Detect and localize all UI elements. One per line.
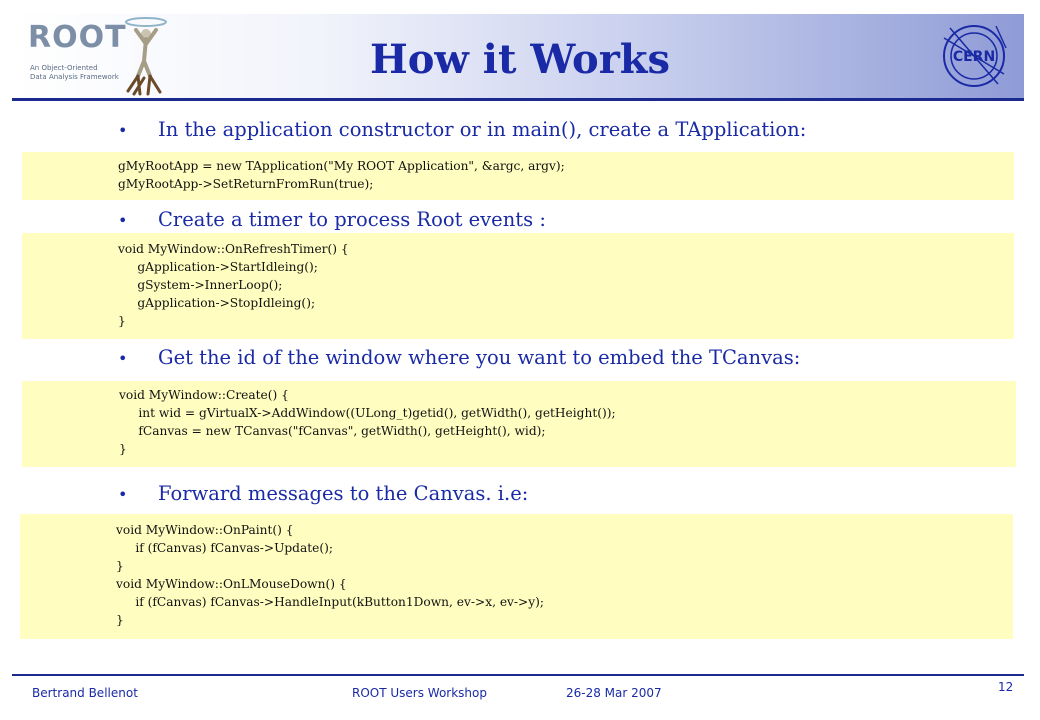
code-line: fCanvas = new TCanvas("fCanvas", getWidth(), getHeight(), wid); — [119, 424, 546, 438]
code-line: int wid = gVirtualX->AddWindow((ULong_t)getid(), getWidth(), getHeight()); — [119, 406, 616, 420]
code-block-4 — [20, 514, 1013, 639]
code-line: void MyWindow::OnLMouseDown() { — [116, 577, 347, 591]
code-line: gSystem->InnerLoop(); — [118, 278, 283, 292]
code-line: void MyWindow::OnPaint() { — [116, 523, 294, 537]
code-line: } — [119, 442, 127, 456]
page-number: 12 — [998, 680, 1014, 694]
code-line: if (fCanvas) fCanvas->HandleInput(kButton1Down, ev->x, ev->y); — [116, 595, 544, 609]
footer-event: ROOT Users Workshop — [352, 686, 487, 700]
bullet-dot-icon: • — [118, 349, 128, 368]
bullet-3-text: Get the id of the window where you want to embed the TCanvas: — [158, 346, 801, 369]
bullet-dot-icon: • — [118, 121, 128, 140]
footer-date: 26-28 Mar 2007 — [566, 686, 662, 700]
code-block-3 — [22, 381, 1016, 467]
code-line: } — [116, 613, 124, 627]
code-line: if (fCanvas) fCanvas->Update(); — [116, 541, 333, 555]
bullet-dot-icon: • — [118, 211, 128, 230]
code-block-2 — [22, 233, 1014, 339]
code-line: gMyRootApp = new TApplication("My ROOT Application", &argc, argv); — [118, 159, 565, 173]
code-line: gApplication->StopIdleing(); — [118, 296, 316, 310]
cern-logo-text: CERN — [952, 49, 996, 65]
code-line: void MyWindow::Create() { — [119, 388, 289, 402]
root-logo-word: ROOT — [28, 20, 127, 55]
footer-rule — [12, 674, 1024, 676]
code-line: gMyRootApp->SetReturnFromRun(true); — [118, 177, 374, 191]
bullet-4 — [118, 482, 528, 505]
code-line: } — [116, 559, 124, 573]
bullet-dot-icon: • — [118, 485, 128, 504]
bullet-1-text: In the application constructor or in main(), create a TApplication: — [158, 118, 807, 141]
bullet-2-text: Create a timer to process Root events : — [158, 208, 546, 231]
root-logo-sub-line2: Data Analysis Framework — [30, 73, 119, 81]
bullet-1 — [118, 118, 806, 141]
footer-author: Bertrand Bellenot — [32, 686, 138, 700]
code-line: gApplication->StartIdleing(); — [118, 260, 318, 274]
root-logo-sub-line1: An Object-Oriented — [30, 64, 98, 72]
code-line: void MyWindow::OnRefreshTimer() { — [118, 242, 349, 256]
bullet-2 — [118, 208, 546, 231]
bullet-4-text: Forward messages to the Canvas. i.e: — [158, 482, 529, 505]
code-block-1 — [22, 152, 1014, 200]
header-rule — [12, 98, 1024, 101]
bullet-3 — [118, 346, 800, 369]
slide-title: How it Works — [369, 36, 671, 83]
code-line: } — [118, 314, 126, 328]
